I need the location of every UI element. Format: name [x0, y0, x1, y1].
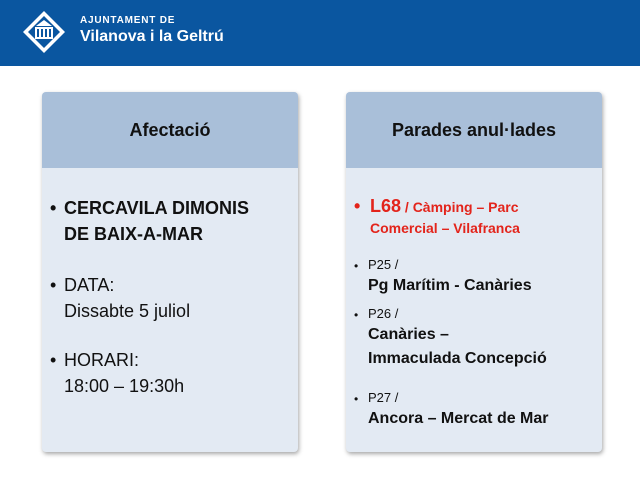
- bullet-icon: •: [354, 392, 359, 406]
- time-label: HORARI:: [64, 350, 140, 370]
- town-logo-icon: [22, 10, 66, 54]
- stop-name-line-2: Immaculada Concepció: [368, 350, 547, 367]
- stop-code: P25 /: [368, 257, 399, 272]
- line-route-1: / Càmping – Parc: [401, 199, 519, 215]
- cancelled-stops-card: [346, 92, 602, 452]
- header-bar: [0, 0, 640, 66]
- bullet-icon: •: [354, 308, 359, 322]
- bullet-icon: •: [354, 259, 359, 273]
- stop-code: P27 /: [368, 390, 399, 405]
- line-code: L68: [370, 196, 402, 216]
- time-value: 18:00 – 19:30h: [64, 376, 185, 396]
- org-name: Vilanova i la Geltrú: [80, 28, 224, 45]
- cancelled-stops-title: Parades anul·lades: [346, 92, 602, 168]
- stop-name: Canàries –: [368, 326, 449, 343]
- date-value: Dissabte 5 juliol: [64, 301, 191, 321]
- stop-name: Ancora – Mercat de Mar: [368, 410, 549, 427]
- event-line-2: DE BAIX-A-MAR: [64, 224, 203, 244]
- stop-code: P26 /: [368, 306, 399, 321]
- affectation-card: [42, 92, 298, 452]
- bullet-icon: •: [354, 196, 361, 216]
- date-label: DATA:: [64, 275, 115, 295]
- line-route-2: Comercial – Vilafranca: [370, 220, 520, 236]
- bullet-icon: •: [50, 350, 57, 370]
- event-line-1: CERCAVILA DIMONIS: [64, 198, 250, 218]
- bullet-icon: •: [50, 198, 57, 218]
- bullet-icon: •: [50, 275, 57, 295]
- affectation-title: Afectació: [42, 92, 298, 168]
- org-subtitle: AJUNTAMENT DE: [80, 15, 176, 26]
- stop-name: Pg Marítim - Canàries: [368, 277, 532, 294]
